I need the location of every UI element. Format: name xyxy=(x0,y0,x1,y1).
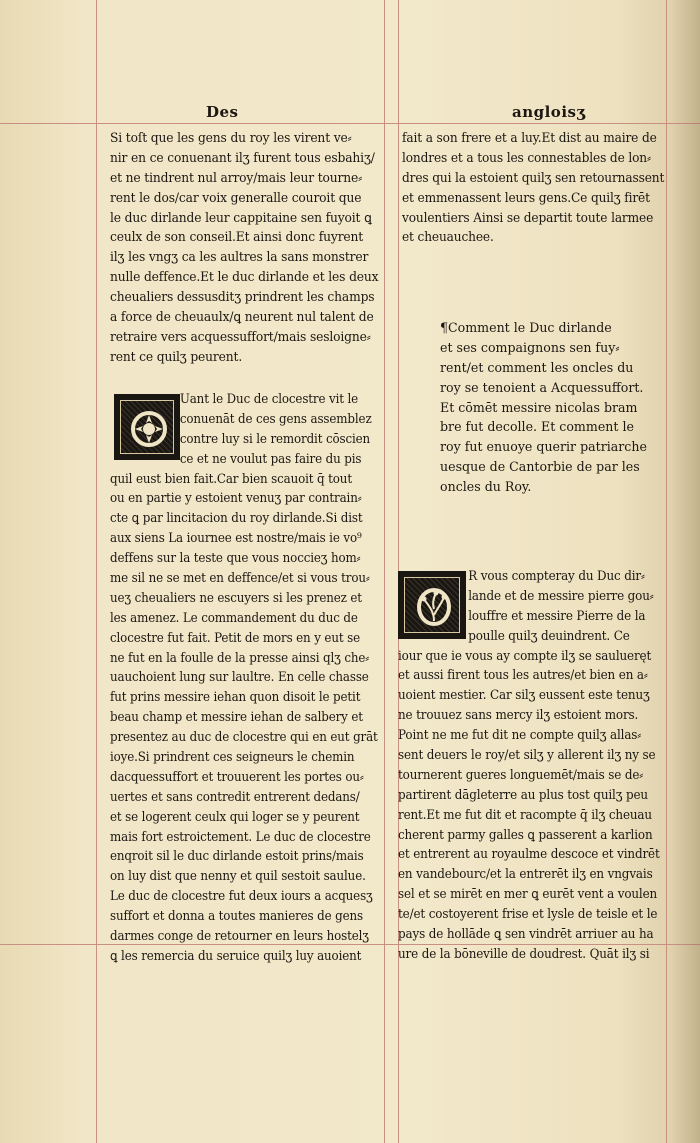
text-line: retraire vers acquessuffort/mais sesloigne⸗ xyxy=(110,328,371,344)
text-line: poulle quilʒ deuindrent. Ce xyxy=(468,627,630,643)
text-line: Uant le Duc de clocestre vit le xyxy=(179,391,359,406)
top-rule-line xyxy=(0,123,700,124)
rubric-line: Et cōmēt messire nicolas bram xyxy=(440,399,638,415)
rubric-line: roy se tenoient a Acquessuffort. xyxy=(440,379,644,395)
text-line: Le duc de clocestre fut deux iours a acquesʒ xyxy=(110,888,373,904)
rubric-line: et ses compaignons sen fuy⸗ xyxy=(440,339,620,355)
text-line: et se logerent ceulx qui loger se y peurent xyxy=(110,808,360,824)
text-line: uoient mestier. Car silʒ eussent este tenuʒ xyxy=(398,687,650,703)
text-line: ioye.Si prindrent ces seigneurs le chemin xyxy=(110,749,355,765)
text-line: ceulx de son conseil.Et ainsi donc fuyrent xyxy=(110,229,364,245)
text-line: te/et costoyerent frise et lysle de teisle et le xyxy=(398,906,658,922)
text-line: Point ne me fut dit ne compte quilʒ allas⸗ xyxy=(398,727,642,743)
text-line: quil eust bien fait.Car bien scauoit q̄ tout xyxy=(110,470,352,486)
text-line: et ne tindrent nul arroy/mais leur tourne⸗ xyxy=(110,169,363,185)
text-line: fait a son frere et a luy.Et dist au maire de xyxy=(402,130,657,145)
text-line: rent ce quilʒ peurent. xyxy=(110,348,243,364)
text-line: et cheuauchee. xyxy=(402,229,494,245)
text-line: tournerent gueres longuemēt/mais se de⸗ xyxy=(398,766,644,782)
text-line: rent.Et me fut dit et racompte q̄ ilʒ cheuau xyxy=(398,806,652,822)
text-line: suffort et donna a toutes manieres de gens xyxy=(110,908,363,924)
text-line: sent deuers le roy/et silʒ y allerent ilʒ ny se xyxy=(398,747,656,763)
text-line: partirent dāgleterre au plus tost quilʒ peu xyxy=(398,786,649,802)
text-line: et emmenassent leurs gens.Ce quilʒ firēt xyxy=(402,189,650,205)
rubric-line: uesque de Cantorbie de par les xyxy=(440,459,640,475)
text-line: on luy dist que nenny et quil sestoit saulue. xyxy=(110,868,366,884)
text-line: contre luy si le remordit cōscien xyxy=(179,430,371,446)
page-edge-shadow xyxy=(672,0,700,1143)
text-line: pays de hollāde ꝗ sen vindrēt arriuer au ha xyxy=(398,926,654,942)
text-line: beau champ et messire iehan de salbery et xyxy=(110,709,363,725)
text-line: le duc dirlande leur cappitaine sen fuyoit ꝗ xyxy=(110,209,372,225)
text-line: ꝗ les remercia du seruice quilʒ luy auoient xyxy=(110,947,362,963)
text-line: iour que ie vous ay compte ilʒ se saulueręt xyxy=(398,647,652,663)
text-line: Si toſt que les gens du roy les virent ve⸗ xyxy=(110,130,352,145)
text-line: dres qui la estoient quilʒ sen retournassent xyxy=(402,169,665,185)
text-line: rent le dos/car voix generalle couroit que xyxy=(110,189,362,205)
text-line: et entrerent au royaulme descoce et vindrēt xyxy=(398,846,660,862)
rubric-line: ¶Comment le Duc dirlande xyxy=(440,320,612,335)
text-line: londres et a tous les connestables de lon⸗ xyxy=(402,149,651,165)
text-line: louffre et messire Pierre de la xyxy=(468,607,646,623)
text-line: cheualiers dessusditʒ prindrent les champs xyxy=(110,289,375,305)
right-column-bottom-paragraph xyxy=(398,566,674,964)
text-line: ure de la bōneville de doudrest. Quāt ilʒ si xyxy=(398,945,650,961)
text-line: fut prins messire iehan quon disoit le petit xyxy=(110,689,361,705)
text-line: presentez au duc de clocestre qui en eut grāt xyxy=(110,729,378,745)
text-line: ce et ne voulut pas faire du pis xyxy=(179,450,362,466)
text-line: enqroit sil le duc dirlande estoit prins/mais xyxy=(110,848,364,864)
text-line: uertes et sans contredit entrerent dedans/ xyxy=(110,788,360,804)
text-line: voulentiers Ainsi se departit toute larmee xyxy=(402,209,654,225)
text-line: les amenez. Le commandement du duc de xyxy=(110,609,358,625)
rubric-line: roy fut enuoye querir patriarche xyxy=(440,439,647,455)
text-line: dacquessuffort et trouuerent les portes ou⸗ xyxy=(110,768,364,784)
chapter-rubric xyxy=(440,318,647,497)
text-line: deffens sur la teste que vous noccieʒ hom⸗ xyxy=(110,550,361,566)
text-line: me sil ne se met en deffence/et si vous trou⸗ xyxy=(110,570,370,586)
text-line: en vandebourc/et la entrerēt ilʒ en vngvais xyxy=(398,866,653,882)
text-line: nir en ce conuenant ilʒ furent tous esbahiʒ/ xyxy=(110,149,375,165)
text-line: cherent parmy galles ꝗ passerent a karlion xyxy=(398,826,653,842)
text-line: darmes conge de retourner en leurs hostelʒ xyxy=(110,928,369,944)
running-header-left: Des xyxy=(206,103,239,121)
text-line: et aussi firent tous les autres/et bien en a⸗ xyxy=(398,667,648,683)
text-line: conuenāt de ces gens assemblez xyxy=(179,410,372,426)
running-header-right: angloisʒ xyxy=(512,103,586,121)
text-line: mais fort estroictement. Le duc de clocestre xyxy=(110,828,371,844)
text-line: ueʒ cheualiers ne escuyers si les prenez et xyxy=(110,589,362,605)
left-column-top-paragraph xyxy=(110,128,385,367)
text-line: nulle deffence.Et le duc dirlande et les deux xyxy=(110,269,379,285)
text-line: ou en partie y estoient venuʒ par contrain⸗ xyxy=(110,490,362,506)
text-line: ne trouuez sans mercy ilʒ estoient mors. xyxy=(398,707,639,723)
text-line: a force de cheuaulx/ꝗ neurent nul talent de xyxy=(110,309,374,325)
text-line: R vous compteray du Duc dir⸗ xyxy=(468,568,645,583)
left-column-bottom-paragraph xyxy=(110,389,394,966)
text-line: cte ꝗ par lincitacion du roy dirlande.Si dist xyxy=(110,510,363,526)
text-line: clocestre fut fait. Petit de mors en y eut se xyxy=(110,629,360,645)
text-line: lande et de messire pierre gou⸗ xyxy=(468,587,654,603)
rubric-line: rent/et comment les oncles du xyxy=(440,359,634,375)
text-line: sel et se mirēt en mer ꝗ eurēt vent a voulen xyxy=(398,886,658,902)
rubric-line: bre fut decolle. Et comment le xyxy=(440,419,634,435)
rubric-line: oncles du Roy. xyxy=(440,479,532,495)
text-line: aux siens La iournee est nostre/mais ie vo⁹ xyxy=(110,530,362,546)
text-line: uauchoient lung sur laultre. En celle chasse xyxy=(110,669,369,685)
text-line: ilʒ les vngʒ ca les aultres la sans monstrer xyxy=(110,249,369,265)
left-margin-line xyxy=(96,0,97,1143)
text-line: ne fut en la foulle de la presse ainsi qlʒ che⸗ xyxy=(110,649,370,665)
right-column-top-paragraph xyxy=(402,128,673,247)
